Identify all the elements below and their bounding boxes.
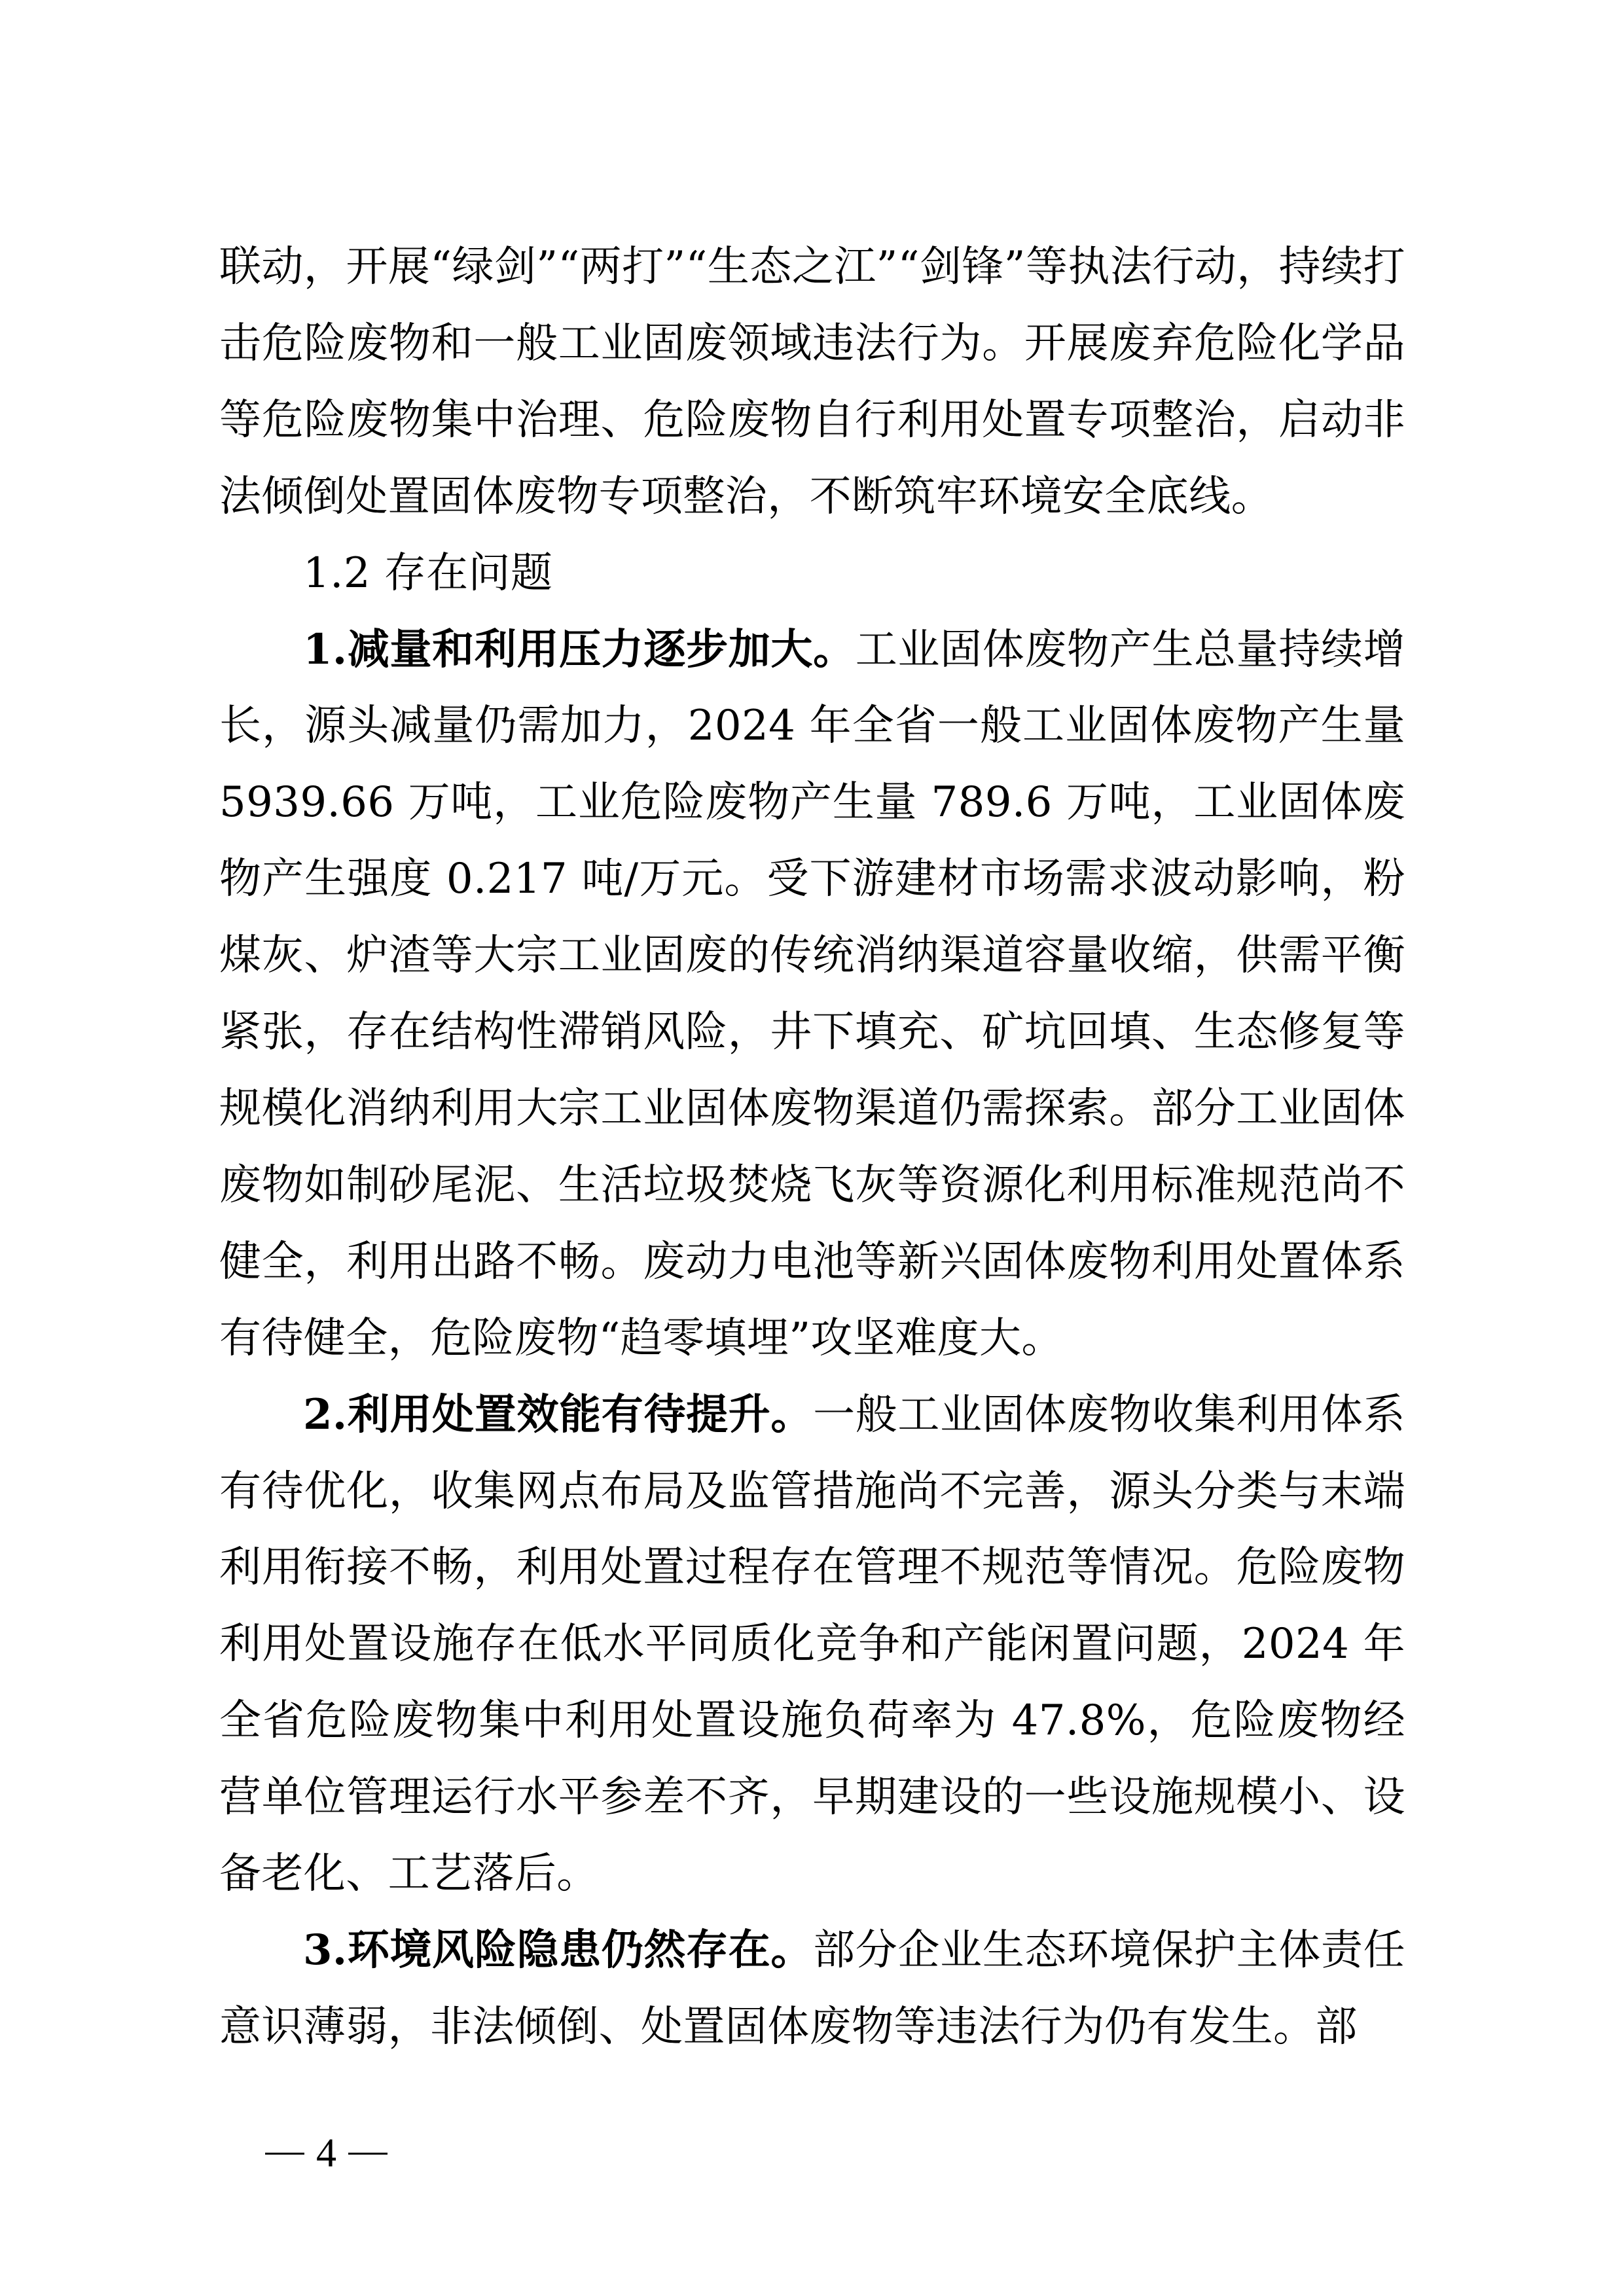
section-heading: 1.2 存在问题 <box>303 548 553 598</box>
page-number-right-dash <box>348 2153 388 2155</box>
issue-text-1: 工业固体废物产生总量持续增长，源头减量仍需加力，2024 年全省一般工业固体废物产生量 5939.66 万吨，工业危险废物产生量 789.6 万吨，工业固体废物产生强度 0.217 吨/万元。受下游建材市场需求波动影响，粉煤灰、炉渣等大宗工业固废的传统消纳渠道容量收缩，供需平衡紧张，存在结构性滞销风险，井下填充、矿坑回填、生态修复等规模化消纳利用大宗工业固体废物渠道仍需探索。部分工业固体废物如制砂尾泥、生活垃圾焚烧飞灰等资源化利用标准规范尚不健全，利用出路不畅。废动力电池等新兴固体废物利用处置体系有待健全，危险废物“趋零填埋”攻坚难度大。 <box>219 625 1405 1363</box>
page-number <box>259 2130 394 2176</box>
issue-text-2: 一般工业固体废物收集利用体系有待优化，收集网点布局及监管措施尚不完善，源头分类与末端利用衔接不畅，利用处置过程存在管理不规范等情况。危险废物利用处置设施存在低水平同质化竞争和产能闲置问题，2024 年全省危险废物集中利用处置设施负荷率为 47.8%，危险废物经营单位管理运行水平参差不齐，早期建设的一些设施规模小、设备老化、工艺落后。 <box>219 1390 1405 1899</box>
issue-lead-3: 3.环境风险隐患仍然存在。 <box>303 1925 814 1975</box>
issue-paragraph-3 <box>219 1912 1405 2066</box>
issue-paragraph-2 <box>219 1377 1405 1912</box>
page-number-left-dash <box>265 2153 304 2155</box>
page-number-value: 4 <box>316 2130 336 2176</box>
paragraph-enforcement-continuation: 联动，开展“绿剑”“两打”“生态之江”“剑锋”等执法行动，持续打击危险废物和一般工业固废领域违法行为。开展废弃危险化学品等危险废物集中治理、危险废物自行利用处置专项整治，启动非法倾倒处置固体废物专项整治，不断筑牢环境安全底线。 <box>219 243 1405 521</box>
issue-paragraph-1 <box>219 612 1405 1377</box>
issue-text-3: 部分企业生态环境保护主体责任意识薄弱，非法倾倒、处置固体废物等违法行为仍有发生。部 <box>219 1926 1405 2051</box>
issue-lead-1: 1.减量和利用压力逐步加大。 <box>303 624 856 674</box>
issue-lead-2: 2.利用处置效能有待提升。 <box>303 1390 814 1439</box>
document-body <box>219 229 1405 2066</box>
